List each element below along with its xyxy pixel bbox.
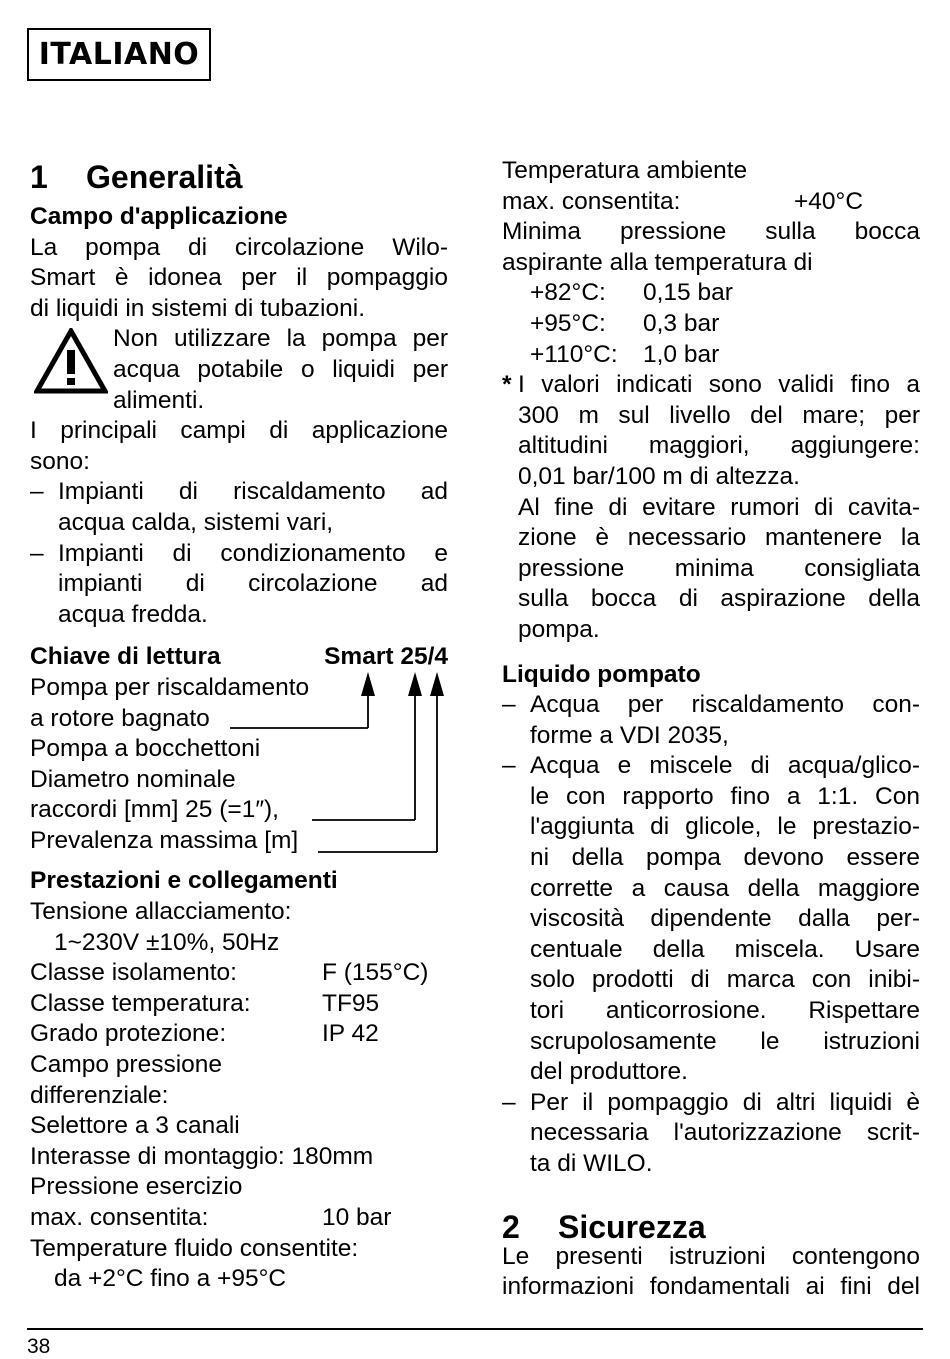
paragraph-line: I principali campi di applicazione [30,417,448,445]
list-item-continued: tori anticorrosione. Rispettare [530,997,920,1025]
footer-rule [27,1328,923,1330]
list-item-continued: centuale della miscela. Usare [530,935,920,963]
list-item-continued: le con rapporto fino a 1:1. Con [530,782,920,810]
spec-label: Temperature fluido consentite: [30,1234,359,1262]
footnote-star: * [502,371,512,399]
spec-row: Grado protezione: IP 42 [30,1020,379,1048]
spec-label: Tensione allacciamento: [30,898,292,926]
list-item-continued: l'aggiunta di glicole, le prestazio- [530,813,920,841]
warning-line: Non utilizzare la pompa per [113,325,448,353]
spec-row: Classe temperatura: TF95 [30,989,380,1017]
section-title: Generalità [86,159,243,195]
paragraph-line: Minima pressione sulla bocca [502,218,920,246]
spec-row: Interasse di montaggio: 180mm [30,1142,374,1170]
warning-triangle-icon [34,328,108,394]
right-column [502,152,920,1303]
list-item-continued: acqua fredda. [58,600,208,628]
list-item-continued: scrupolosamente le istruzioni [530,1027,920,1055]
pressure-row: +110°C: 1,0 bar [530,340,720,368]
list-item-continued: corrette a causa della maggiore [530,874,920,902]
footnote-line: altitudini maggiori, aggiungere: [518,432,920,460]
section-number: 2 [502,1208,520,1245]
footnote-line: 0,01 bar/100 m di altezza. [518,462,800,490]
key-line: a rotore bagnato [30,704,210,732]
list-item: – Acqua e miscele di acqua/glico- [502,752,920,780]
key-line: Diametro nominale [30,765,236,793]
key-line: Pompa a bocchettoni [30,735,261,763]
warning-line: acqua potabile o liquidi per [113,355,448,383]
spec-label: Pressione esercizio [30,1173,243,1201]
paragraph-line: sono: [30,447,90,475]
paragraph-line: Smart è idonea per il pompaggio [30,264,448,292]
section-1-heading [30,152,448,202]
list-item-continued: del produttore. [530,1058,688,1086]
paragraph-line: La pompa di circolazione Wilo- [30,233,448,261]
paragraph-line: di liquidi in sistemi di tubazioni. [30,294,365,322]
campo-heading: Campo d'applicazione [30,203,288,230]
footnote-line: 300 m sul livello del mare; per [518,401,920,429]
section-title: Sicurezza [558,1208,706,1245]
spec-label: differenziale: [30,1081,169,1109]
key-diagram-lines [30,642,448,856]
list-item-continued: solo prodotti di marca con inibi- [530,966,920,994]
key-line: Prevalenza massima [m] [30,826,299,854]
list-item-continued: ta di WILO. [530,1150,653,1177]
warning-line: alimenti. [113,386,205,414]
paragraph-line: Le presenti istruzioni contengono [502,1242,920,1270]
list-item: – Impianti di condizionamento e [30,539,448,567]
prestazioni-heading: Prestazioni e collegamenti [30,867,338,895]
language-label: ITALIANO [27,28,211,81]
paragraph-line: informazioni fondamentali ai fini del [502,1273,920,1301]
page-number: 38 [27,1335,51,1358]
left-column [30,152,448,1295]
key-line: raccordi [mm] 25 (=1″), [30,796,279,824]
liquido-heading: Liquido pompato [502,660,701,688]
section-number: 1 [30,159,48,195]
list-item-continued: necessaria l'autorizzazione scrit- [530,1119,920,1147]
model-code: Smart 25/4 [324,643,448,671]
spec-label: Temperatura ambiente [502,157,748,184]
spec-value: Selettore a 3 canali [30,1112,240,1140]
chiave-di-lettura [30,642,448,856]
footnote-line: * I valori indicati sono validi fino a [502,370,920,401]
key-line: Pompa per riscaldamento [30,673,310,701]
chiave-heading: Chiave di lettura [30,643,221,671]
list-item: – Per il pompaggio di altri liquidi è [502,1088,920,1116]
spec-row: Classe isolamento: F (155°C) [30,959,429,987]
list-item-continued: ni della pompa devono essere [530,844,920,872]
paragraph-line: pressione minima consigliata [518,554,920,582]
paragraph-line: aspirante alla temperatura di [502,248,813,276]
pressure-row: +95°C: 0,3 bar [530,309,720,337]
list-item-continued: impianti di circolazione ad [58,570,448,598]
paragraph-line: sulla bocca di aspirazione della [518,585,920,613]
list-item: – Acqua per riscaldamento con- [502,691,920,719]
pressure-row: +82°C: 0,15 bar [530,279,733,307]
paragraph-line: pompa. [518,615,600,643]
list-item-continued: viscosità dipendente dalla per- [530,905,920,933]
list-item-continued: forme a VDI 2035, [530,721,729,749]
spec-value: 1~230V ±10%, 50Hz [54,928,280,956]
spec-row: max. consentita: 10 bar [30,1204,392,1231]
spec-value: da +2°C fino a +95°C [54,1265,287,1293]
warning-block [30,324,448,416]
paragraph-line: zione è necessario mantenere la [518,524,920,552]
list-item-continued: acqua calda, sistemi vari, [58,508,334,536]
spec-label: Campo pressione [30,1051,223,1079]
paragraph-line: Al fine di evitare rumori di cavita- [518,493,920,521]
list-item: – Impianti di riscaldamento ad [30,478,448,506]
spec-row: max. consentita: +40°C [502,187,864,215]
